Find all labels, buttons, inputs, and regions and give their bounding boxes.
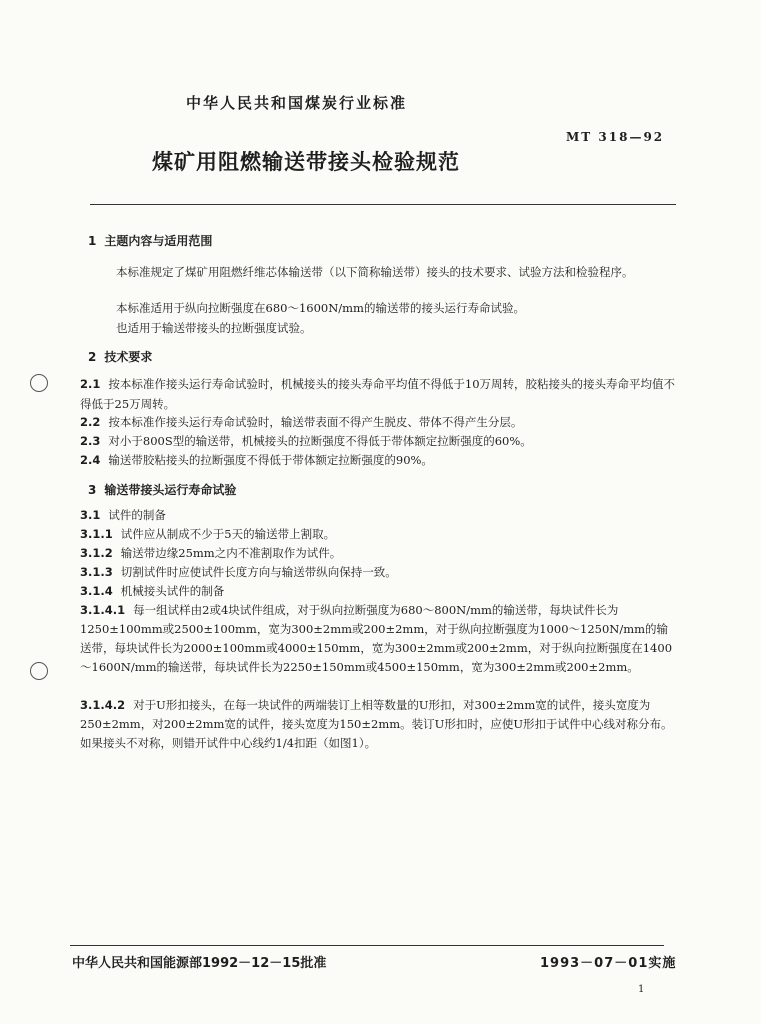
bottom-divider (70, 945, 664, 946)
effective-date: 1993－07－01实施 (540, 956, 677, 971)
clause-3-1-2: 3.1.2 输送带边缘25mm之内不准割取作为试件。 (80, 546, 342, 560)
standard-code: MT 318—92 (566, 130, 665, 144)
clause-3-1-4-1: 3.1.4.1 每一组试样由2或4块试件组成，对于纵向拉断强度为680～800N/mm的输送带，每块试件长为1250±100mm或2500±100mm，宽为300±2mm或200±2mm，对于纵向拉断强度为1000～1250N/mm的输送带，每块试件长为2000±100mm或4000±150mm，宽为300±2mm或200±2mm，对于纵向拉断强度在1400～1600N/mm的输送带，每块试件长为2250±150mm或4500±150mm，宽为300±2mm或200±2mm。 (80, 603, 673, 674)
top-divider (90, 204, 676, 205)
page-number: 1 (638, 984, 645, 995)
section-1-paragraph-3: 也适用于输送带接头的拉断强度试验。 (116, 321, 312, 335)
clause-2-4: 2.4 输送带胶粘接头的拉断强度不得低于带体额定拉断强度的90%。 (80, 453, 433, 467)
binding-hole (30, 662, 48, 680)
clause-3-1-4-2: 3.1.4.2 对于U形扣接头，在每一块试件的两端装订上相等数量的U形扣，对300±2mm宽的试件，接头宽度为250±2mm，对200±2mm宽的试件，接头宽度为150±2mm。装订U形扣时，应使U形扣于试件中心线对称分布。如果接头不对称，则错开试件中心线约1/4扣距（如图1）。 (80, 698, 673, 750)
clause-3-1-1: 3.1.1 试件应从制成不少于5天的输送带上割取。 (80, 527, 336, 541)
clause-2-3: 2.3 对小于800S型的输送带，机械接头的拉断强度不得低于带体额定拉断强度的60%。 (80, 434, 532, 448)
clause-2-2: 2.2 按本标准作接头运行寿命试验时，输送带表面不得产生脱皮、带体不得产生分层。 (80, 415, 523, 429)
binding-hole (30, 374, 48, 392)
clause-2-1: 2.1 按本标准作接头运行寿命试验时，机械接头的接头寿命平均值不得低于10万周转，胶粘接头的接头寿命平均值不得低于25万周转。 (80, 377, 676, 411)
section-1-paragraph-1: 本标准规定了煤矿用阻燃纤维芯体输送带（以下简称输送带）接头的技术要求、试验方法和检验程序。 (116, 265, 634, 279)
section-3-heading: 3 输送带接头运行寿命试验 (88, 483, 237, 497)
document-title: 煤矿用阻燃输送带接头检验规范 (152, 150, 460, 174)
section-1-paragraph-2: 本标准适用于纵向拉断强度在680～1600N/mm的输送带的接头运行寿命试验。 (116, 301, 525, 315)
standard-organization: 中华人民共和国煤炭行业标准 (186, 94, 408, 112)
section-1-heading: 1 主题内容与适用范围 (88, 234, 213, 248)
clause-3-1-3: 3.1.3 切割试件时应使试件长度方向与输送带纵向保持一致。 (80, 565, 397, 579)
approval-date: 中华人民共和国能源部1992－12－15批准 (72, 956, 327, 971)
section-2-heading: 2 技术要求 (88, 350, 153, 364)
clause-3-1-4: 3.1.4 机械接头试件的制备 (80, 584, 225, 598)
clause-3-1: 3.1 试件的制备 (80, 508, 166, 522)
